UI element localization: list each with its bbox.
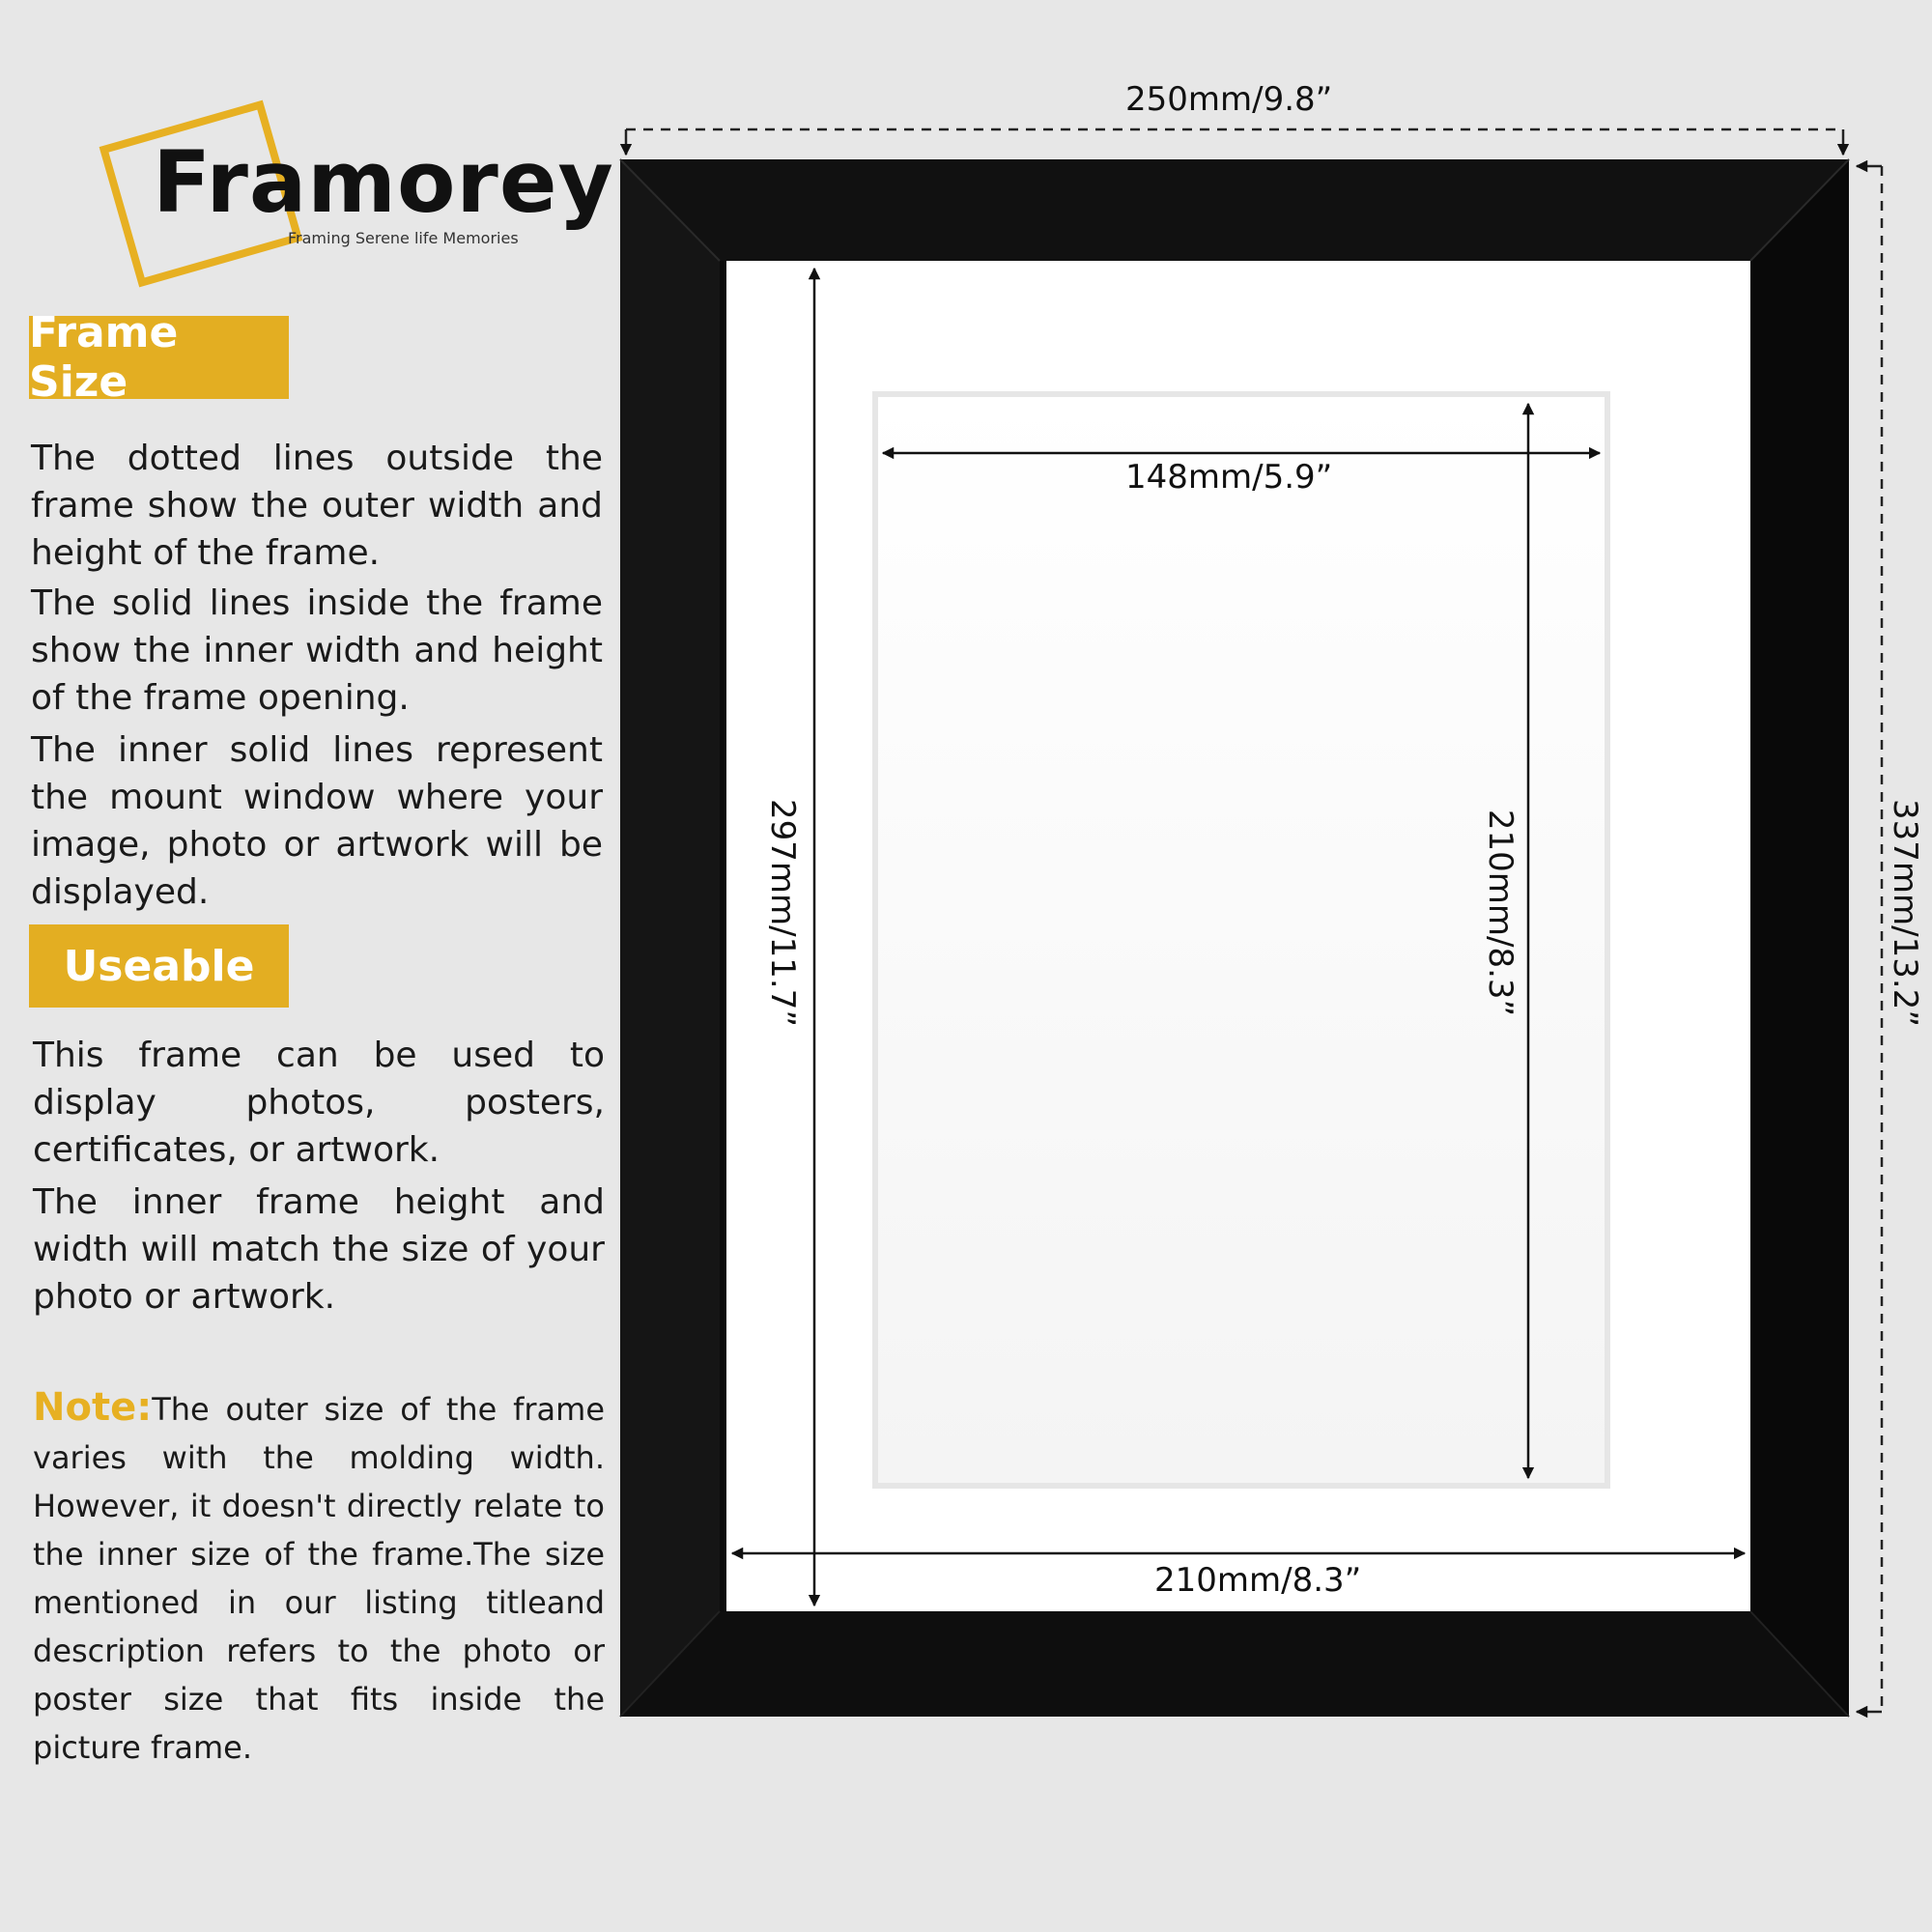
picture-frame xyxy=(620,159,1849,1717)
frame-top-bevel xyxy=(620,159,1849,261)
outer-width-label: 250mm/9.8” xyxy=(1125,80,1333,119)
note-label: Note: xyxy=(33,1385,153,1430)
brand-tagline: Framing Serene life Memories xyxy=(288,229,519,247)
frame-size-paragraph-1: The dotted lines outside the frame show the outer width and height of the frame. xyxy=(31,439,603,573)
frame-right-bevel xyxy=(1750,159,1849,1717)
frame-size-paragraph-3: The inner solid lines represent the mount window where your image, photo or artwork will be displayed. xyxy=(31,730,603,912)
outer-height-label: 337mm/13.2” xyxy=(1886,799,1924,1027)
mount-height-label: 210mm/8.3” xyxy=(1481,809,1520,1017)
note-text: The outer size of the frame varies with the molding width. However, it doesn't directly relate to the inner size of the frame.The size mentioned in our listing titleand description refers to the photo or poster size that fits inside the picture frame. xyxy=(33,1391,605,1766)
frame-size-heading: Frame Size xyxy=(29,316,289,399)
frame-bottom-bevel xyxy=(620,1611,1849,1717)
frame-size-paragraph-2: The solid lines inside the frame show the inner width and height of the frame opening. xyxy=(31,583,603,718)
useable-paragraph-2: The inner frame height and width will match the size of your photo or artwork. xyxy=(33,1182,605,1317)
opening-width-label: 210mm/8.3” xyxy=(1154,1561,1362,1600)
useable-paragraph-1: This frame can be used to display photos, posters, certificates, or artwork. xyxy=(33,1036,605,1170)
opening-height-label: 297mm/11.7” xyxy=(763,799,802,1027)
frame-left-bevel xyxy=(620,159,720,1717)
mount-width-label: 148mm/5.9” xyxy=(1125,458,1333,497)
brand-name: Framorey xyxy=(153,132,614,232)
useable-heading: Useable xyxy=(29,924,289,1008)
